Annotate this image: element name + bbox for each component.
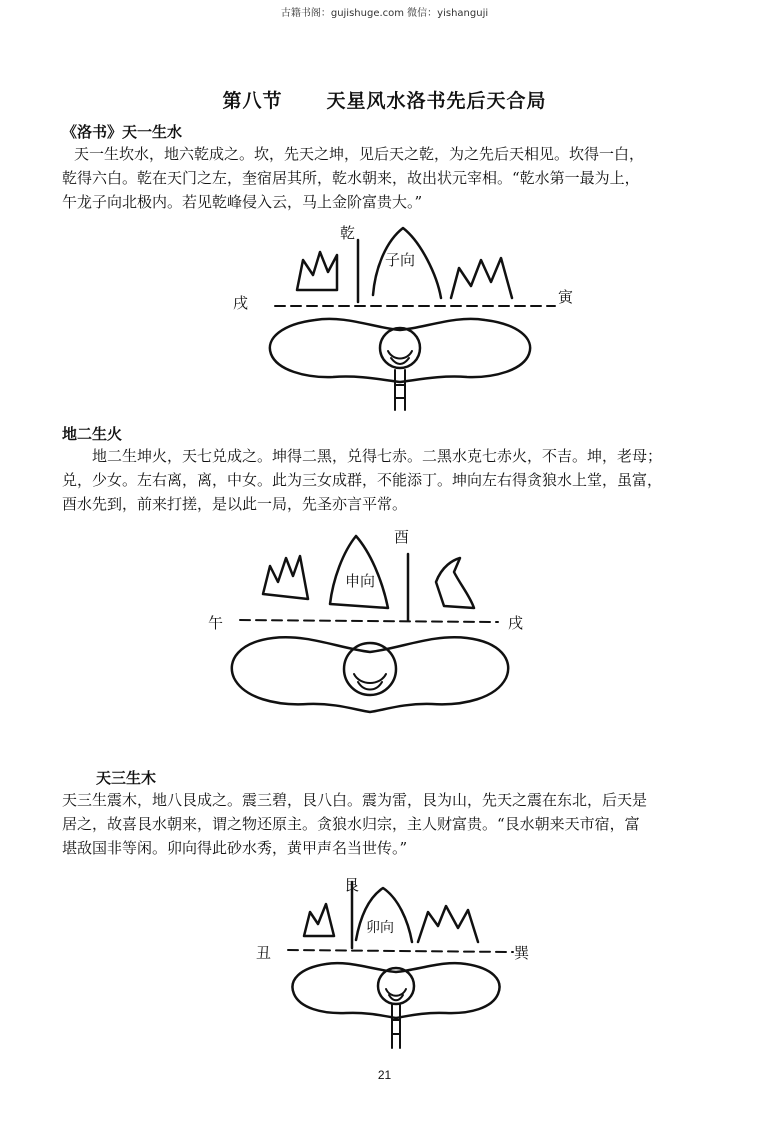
mountain-label: 子向 — [385, 251, 416, 269]
center-orb — [380, 328, 420, 368]
stem-shape — [395, 370, 405, 410]
right-mark: 寅 — [558, 288, 574, 306]
paragraph-line: 午龙子向北极内。若见乾峰侵入云，马上金阶富贵大。” — [62, 193, 423, 211]
top-mark: 艮 — [344, 876, 360, 894]
section-title: 天星风水洛书先后天合局 — [326, 90, 547, 112]
right-mark: 戌 — [508, 614, 524, 632]
right-peaks-shape — [451, 258, 512, 298]
cloud-shape — [232, 637, 508, 712]
left-peak-shape — [297, 252, 337, 290]
page-number: 21 — [377, 1068, 392, 1082]
paragraph-line: 堪敌国非等闲。卯向得此砂水秀，黄甲声名当世传。” — [62, 839, 408, 857]
figure-2-diagram — [198, 524, 543, 754]
figure-1-diagram — [225, 220, 575, 415]
section-number: 第八节 — [222, 90, 283, 112]
top-mark: 乾 — [340, 224, 356, 242]
left-mark: 午 — [208, 614, 224, 632]
right-peaks-shape — [418, 906, 478, 942]
section-paragraph-2 — [62, 444, 707, 516]
paragraph-line: 地二生坤火，天七兑成之。坤得二黑，兑得七赤。二黑水克七赤火，不吉。坤，老母； — [92, 447, 663, 465]
right-mark: 巽 — [514, 944, 530, 962]
paragraph-line: 天一生坎水，地六乾成之。坎，先天之坤，见后天之乾，为之先后天相见。坎得一白， — [74, 145, 645, 163]
section-paragraph-1 — [62, 142, 707, 214]
paragraph-line: 居之，故喜艮水朝来，谓之物还原主。贪狼水归宗，主人财富贵。“艮水朝来天市宿，富 — [62, 815, 640, 833]
dashed-water-line — [240, 620, 498, 622]
mountain-label: 申向 — [345, 572, 376, 590]
stem-shape — [392, 1005, 400, 1048]
section-paragraph-3 — [62, 788, 707, 860]
paragraph-line: 天三生震木，地八艮成之。震三碧，艮八白。震为雷，艮为山，先天之震在东北，后天是 — [62, 791, 648, 809]
paragraph-line: 兑，少女。左右离，离，中女。此为三女成群，不能添丁。坤向左右得贪狼水上堂，虽富， — [62, 471, 663, 489]
page-title — [0, 86, 769, 113]
dashed-water-line — [288, 950, 513, 952]
section-heading-2: 地二生火 — [62, 425, 123, 443]
cloud-shape — [292, 963, 499, 1018]
center-orb — [378, 968, 414, 1004]
paragraph-line: 酉水先到，前来打搓，是以此一局，先圣亦言平常。 — [62, 495, 408, 513]
mountain-label: 卯向 — [366, 920, 394, 936]
figure-3-diagram — [248, 868, 548, 1058]
left-mark: 丑 — [256, 944, 272, 962]
left-peak-shape — [304, 904, 334, 936]
watermark-header: 古籍书阁：gujishuge.com 微信：yishanguji — [280, 8, 489, 19]
right-peak-shape — [436, 558, 474, 608]
section-heading-1: 《洛书》天一生水 — [62, 123, 183, 141]
paragraph-line: 乾得六白。乾在天门之左，奎宿居其所，乾水朝来，故出状元宰相。“乾水第一最为上， — [62, 169, 640, 187]
top-mark: 酉 — [394, 528, 410, 546]
section-heading-3: 天三生木 — [96, 769, 157, 787]
left-peak-shape — [263, 556, 308, 599]
left-mark: 戌 — [233, 294, 249, 312]
